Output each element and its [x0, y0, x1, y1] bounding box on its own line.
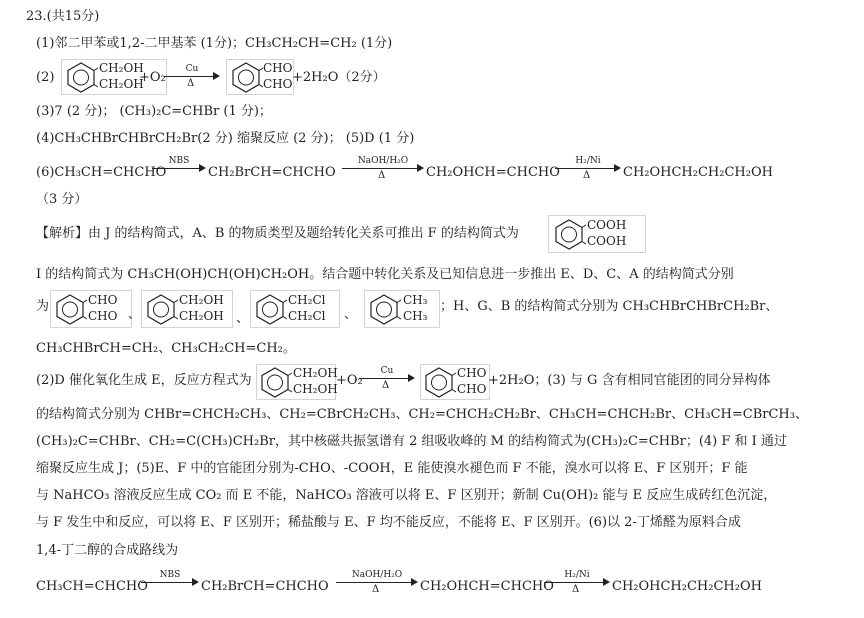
route-step-2: CH₂BrCH=CHCHO — [208, 165, 336, 180]
arrow-label: NBS — [168, 156, 190, 166]
phthalaldehyde-structure — [226, 59, 294, 95]
substituent-top: CH₂OH — [293, 366, 338, 380]
plus-oxygen: +O₂ — [139, 70, 166, 85]
substituent-bottom: COOH — [587, 234, 627, 248]
answer-2-tail: +2H₂O（2分） — [292, 70, 386, 85]
reaction-arrow — [164, 66, 220, 92]
separator: 、 — [344, 307, 358, 322]
phthalic-acid-structure — [548, 215, 646, 253]
phthalaldehyde-structure — [420, 364, 490, 400]
analysis-line-3-tail: ；H、G、B 的结构简式分别为 CH₃CHBrCHBrCH₂Br、 — [440, 299, 779, 314]
benzene-ring-icon — [258, 366, 292, 398]
benzene-ring-icon — [422, 366, 456, 398]
route-arrow-1 — [152, 158, 206, 178]
arrow-label: NaOH/H₂O — [357, 156, 409, 166]
substituent-bottom: CH₂OH — [99, 77, 144, 91]
arrow-label: NaOH/H₂O — [351, 570, 403, 580]
analysis-line-6: 的结构简式分别为 CHBr=CHCH₂CH₃、CH₂=CBrCH₂CH₃、CH₂=CHCH₂CH₂Br、CH₃CH=CHCH₂Br、CH₃CH=CBrCH₃、 — [36, 407, 808, 422]
heat-symbol: Δ — [378, 170, 386, 181]
arrow-label: Cu — [185, 64, 199, 74]
substituent-bottom: CH₂OH — [179, 309, 224, 323]
analysis-intro: 【解析】由 J 的结构简式，A、B 的物质类型及题给转化关系可推出 F 的结构简式为 — [36, 226, 519, 241]
substituent-bottom: CHO — [88, 309, 118, 323]
substituent-bottom: CHO — [457, 382, 487, 396]
route-arrow-3 — [555, 158, 621, 184]
final-step-1: CH₃CH=CHCHO — [36, 579, 148, 594]
benzene-ring-icon — [253, 293, 287, 325]
heat-symbol: Δ — [572, 584, 580, 595]
final-arrow-1 — [141, 572, 199, 592]
analysis-part-2-tail: +2H₂O；(3) 与 G 含有相同官能团的同分异构体 — [488, 373, 771, 388]
analysis-line-3-prefix: 为 — [36, 299, 50, 314]
route-arrow-2 — [342, 158, 424, 184]
answer-6-score: （3 分） — [36, 192, 88, 207]
substituent-top: CH₃ — [403, 293, 428, 307]
analysis-line-4: CH₃CHBrCH=CH₂、CH₃CH₂CH=CH₂。 — [36, 341, 296, 356]
substituent-top: CHO — [457, 366, 487, 380]
structure-a — [364, 290, 440, 328]
analysis-line-2: I 的结构简式为 CH₃CH(OH)CH(OH)CH₂OH。结合题中转化关系及已知信息进一步推出 E、D、C、A 的结构简式分别 — [36, 267, 734, 282]
analysis-line-9: 与 NaHCO₃ 溶液反应生成 CO₂ 而 E 不能，NaHCO₃ 溶液可以将 E、F 区别开；新制 Cu(OH)₂ 能与 E 反应生成砖红色沉淀， — [36, 488, 777, 503]
heat-symbol: Δ — [187, 78, 195, 89]
answer-4-5: (4)CH₃CHBrCHBrCH₂Br(2 分) 缩聚反应 (2 分)； (5)D (1 分) — [36, 131, 415, 146]
analysis-line-8: 缩聚反应生成 J；(5)E、F 中的官能团分别为-CHO、-COOH，E 能使溴水褪色而 F 不能，溴水可以将 E、F 区别开；F 能 — [36, 461, 748, 476]
benzene-ring-icon — [144, 293, 178, 325]
answer-1: (1)邻二甲苯或1,2-二甲基苯 (1分)；CH₃CH₂CH=CH₂ (1分) — [36, 36, 393, 51]
analysis-line-7: (CH₃)₂C=CHBr、CH₂=C(CH₃)CH₂Br，其中核磁共振氢谱有 2 组吸收峰的 M 的结构简式为(CH₃)₂C=CHBr；(4) F 和 I 通过 — [36, 434, 787, 449]
question-number: 23.(共15分) — [26, 9, 100, 24]
analysis-part-2-head: (2)D 催化氧化生成 E，反应方程式为 — [36, 373, 252, 388]
substituent-top: CH₂OH — [99, 61, 144, 75]
route-step-1: (6)CH₃CH=CHCHO — [36, 165, 167, 180]
route-step-3: CH₂OHCH=CHCHO — [426, 165, 560, 180]
benzenedimethanol-structure — [256, 364, 336, 400]
substituent-top: CHO — [88, 293, 118, 307]
reaction-arrow — [359, 368, 415, 394]
substituent-bottom: CHO — [263, 77, 293, 91]
benzene-ring-icon — [64, 61, 98, 93]
benzene-ring-icon — [53, 293, 87, 325]
substituent-top: CHO — [263, 61, 293, 75]
structure-c — [250, 290, 340, 328]
arrow-label: H₂/Ni — [564, 570, 590, 580]
separator: 、 — [128, 307, 142, 322]
final-arrow-3 — [544, 572, 610, 600]
substituent-bottom: CH₂Cl — [288, 309, 326, 323]
substituent-top: CH₂OH — [179, 293, 224, 307]
benzene-ring-icon — [552, 218, 586, 250]
structure-d — [141, 290, 233, 328]
analysis-line-11: 1,4-丁二醇的合成路线为 — [36, 543, 179, 558]
benzene-ring-icon — [229, 61, 263, 93]
final-step-4: CH₂OHCH₂CH₂CH₂OH — [612, 579, 762, 594]
answer-3: (3)7 (2 分)； (CH₃)₂C=CHBr (1 分)； — [36, 104, 272, 119]
arrow-label: NBS — [159, 570, 181, 580]
heat-symbol: Δ — [372, 584, 380, 595]
substituent-top: COOH — [587, 218, 627, 232]
final-arrow-2 — [336, 572, 418, 600]
arrow-label: Cu — [380, 366, 394, 376]
analysis-line-10: 与 F 发生中和反应，可以将 E、F 区别开；稀盐酸与 E、F 均不能反应，不能将 E、F 区别开。(6)以 2-丁烯醛为原料合成 — [36, 515, 741, 530]
benzene-ring-icon — [367, 293, 401, 325]
route-step-4: CH₂OHCH₂CH₂CH₂OH — [623, 165, 773, 180]
heat-symbol: Δ — [382, 380, 390, 391]
answer-2-label: (2) — [36, 70, 55, 85]
structure-e — [50, 290, 132, 328]
final-step-2: CH₂BrCH=CHCHO — [201, 579, 329, 594]
substituent-bottom: CH₂OH — [293, 382, 338, 396]
arrow-label: H₂/Ni — [575, 156, 601, 166]
final-step-3: CH₂OHCH=CHCHO — [420, 579, 554, 594]
substituent-top: CH₂Cl — [288, 293, 326, 307]
plus-oxygen: +O₂ — [336, 373, 363, 388]
separator: 、 — [236, 311, 250, 326]
heat-symbol: Δ — [583, 170, 591, 181]
substituent-bottom: CH₃ — [403, 309, 428, 323]
